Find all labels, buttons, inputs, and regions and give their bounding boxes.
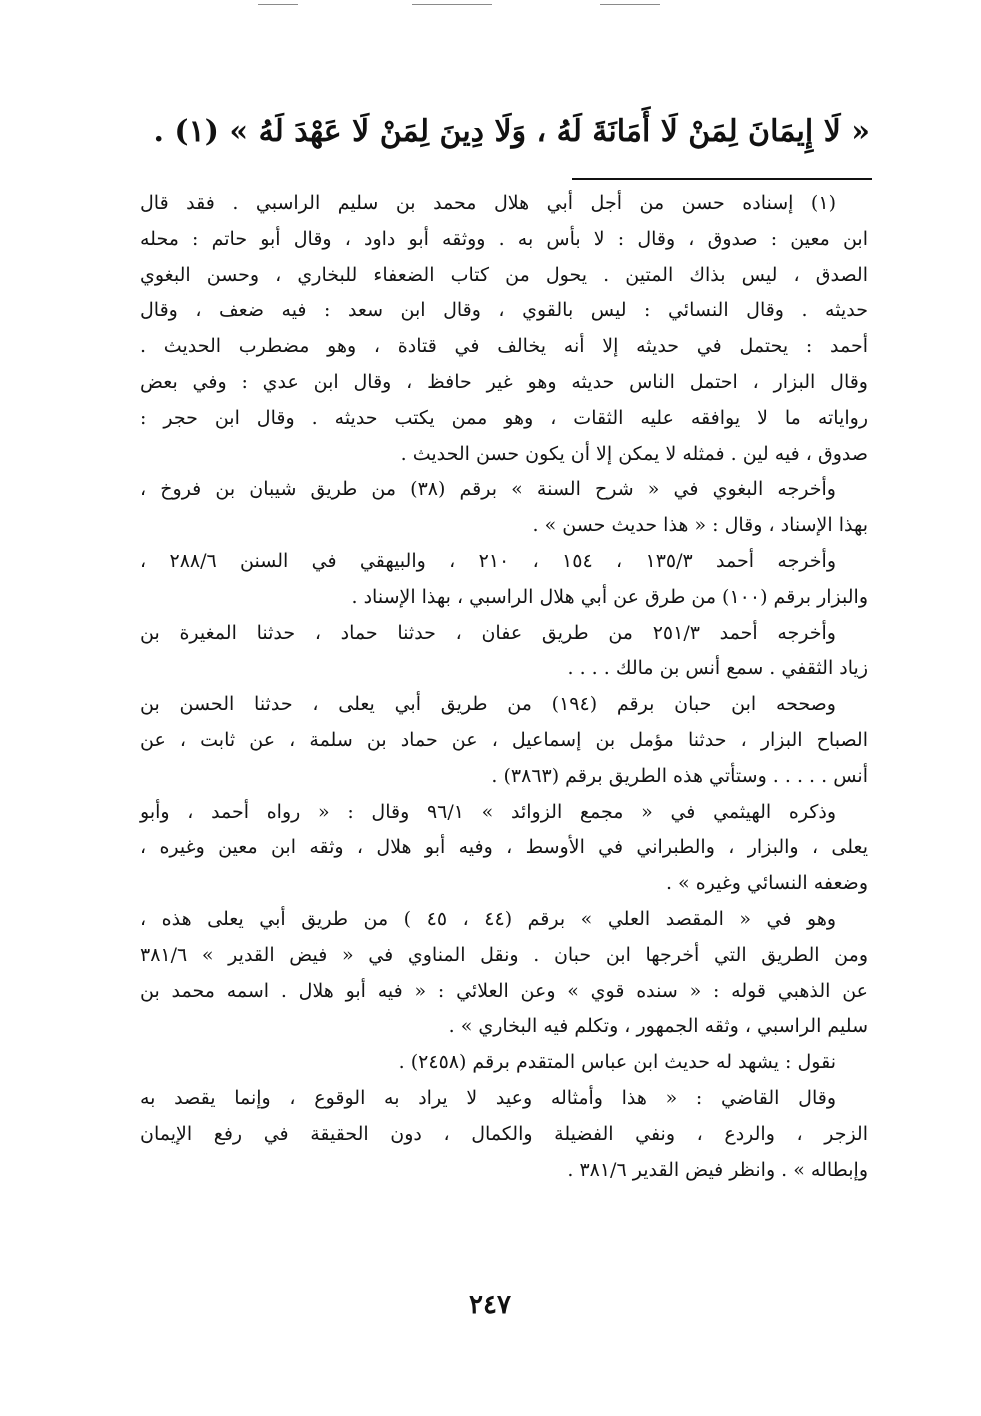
footnote-paragraph [140,616,868,688]
footnote-separator [572,178,872,180]
footnote-line: ومن الطريق التي أخرجها ابن حبان . ونقل المناوي في « فيض القدير » ٣٨١/٦ [140,943,868,966]
footnote-line: سليم الراسبي ، وثقه الجمهور ، وتكلم فيه البخاري » . [448,1015,868,1038]
footnote-line: نقول : يشهد له حديث ابن عباس المتقدم برقم (٢٤٥٨) . [398,1051,836,1074]
footnote-line: أحمد : يحتمل في حديثه إلا أنه يخالف في قتادة ، وهو مضطرب الحديث . [140,335,868,358]
footnote-line: وصححه ابن حبان برقم (١٩٤) من طريق أبي يعلى ، حدثنا الحسن بن [140,693,836,716]
footnotes-block [140,186,868,1188]
footnote-paragraph [140,186,868,472]
footnote-line: (١) إسناده حسن من أجل أبي هلال محمد بن سليم الراسبي . فقد قال [140,192,836,214]
footnote-line: رواياته ما لا يوافقه عليه الثقات ، وهو ممن يكتب حديثه . وقال ابن حجر : [140,406,868,429]
footnote-line: وأخرجه البغوي في « شرح السنة » برقم (٣٨) من طريق شيبان بن فروخ ، [140,478,836,501]
footnote-line: صدوق ، فيه لين . فمثله لا يمكن إلا أن يكون حسن الحديث . [400,442,868,465]
footnote-line: يعلى ، والبزار ، والطبراني في الأوسط ، وفيه أبو هلال ، وثقه ابن معين وغيره ، [140,836,868,859]
footnote-line: الزجر ، والردع ، ونفي الفضيلة والكمال ، دون الحقيقة في رفع الإيمان [140,1122,868,1145]
footnote-line: وأخرجه أحمد ١٣٥/٣ ، ١٥٤ ، ٢١٠ ، والبيهقي في السنن ٢٨٨/٦ ، [140,549,836,572]
footnote-line: حديثه . وقال النسائي : ليس بالقوي ، وقال ابن سعد : فيه ضعف ، وقال [140,299,868,322]
footnote-line: الصباح البزار ، حدثنا مؤمل بن إسماعيل ، عن حماد بن سلمة ، عن ثابت ، عن [140,728,868,751]
footnote-line: أنس . . . . . وستأتي هذه الطريق برقم (٣٨٦٣) . [491,764,868,787]
page-number: ٢٤٧ [469,1290,511,1320]
top-scan-line [600,4,660,5]
footnote-line: وضعفه النسائي وغيره » . [665,872,868,895]
footnote-paragraph [140,902,868,1045]
footnote-line: زياد الثقفي . سمع أنس بن مالك . . . . [567,657,868,680]
footnote-line: ابن معين : صدوق ، وقال : لا بأس به . ووثقه أبو داود ، وقال أبو حاتم : محله [140,227,868,250]
footnote-line: الصدق ، ليس بذاك المتين . يحول من كتاب الضعفاء للبخاري ، وحسن البغوي [140,263,868,286]
footnote-paragraph [140,544,868,616]
footnote-paragraph [140,472,868,544]
footnote-line: والبزار برقم (١٠٠) من طرق عن أبي هلال الراسبي ، بهذا الإسناد . [351,585,868,608]
top-scan-line [258,4,298,5]
footnote-line: وإبطاله » . وانظر فيض القدير ٣٨١/٦ . [567,1158,868,1181]
footnote-line: وقال البزار ، احتمل الناس حديثه وهو غير حافظ ، وقال ابن عدي : وفي بعض [140,370,868,393]
footnote-paragraph [140,795,868,902]
footnote-line: وهو في « المقصد العلي » برقم (٤٤ ، ٤٥ ) من طريق أبي يعلى هذه ، [140,907,837,930]
top-scan-line [412,4,492,5]
footnote-line: وقال القاضي : « هذا وأمثاله وعيد لا يراد به الوقوع ، وإنما يقصد به [140,1086,836,1109]
footnote-paragraph [140,1081,868,1188]
footnote-line: وذكره الهيثمي في « مجمع الزوائد » ٩٦/١ وقال : « رواه أحمد ، وأبو [140,800,836,823]
footnote-line: بهذا الإسناد ، وقال : « هذا حديث حسن » . [532,514,868,537]
hadith-text: « لَا إِيمَانَ لِمَنْ لَا أَمَانَةَ لَهُ ، وَلَا دِينَ لِمَنْ لَا عَهْدَ لَهُ » (١) . [153,114,870,149]
footnote-line: عن الذهبي قوله : « سنده قوي » وعن العلائي : « فيه أبو هلال . اسمه محمد بن [140,979,868,1002]
footnote-paragraph [140,1045,868,1081]
footnote-line: وأخرجه أحمد ٢٥١/٣ من طريق عفان ، حدثنا حماد ، حدثنا المغيرة بن [140,621,836,644]
footnote-paragraph [140,687,868,794]
